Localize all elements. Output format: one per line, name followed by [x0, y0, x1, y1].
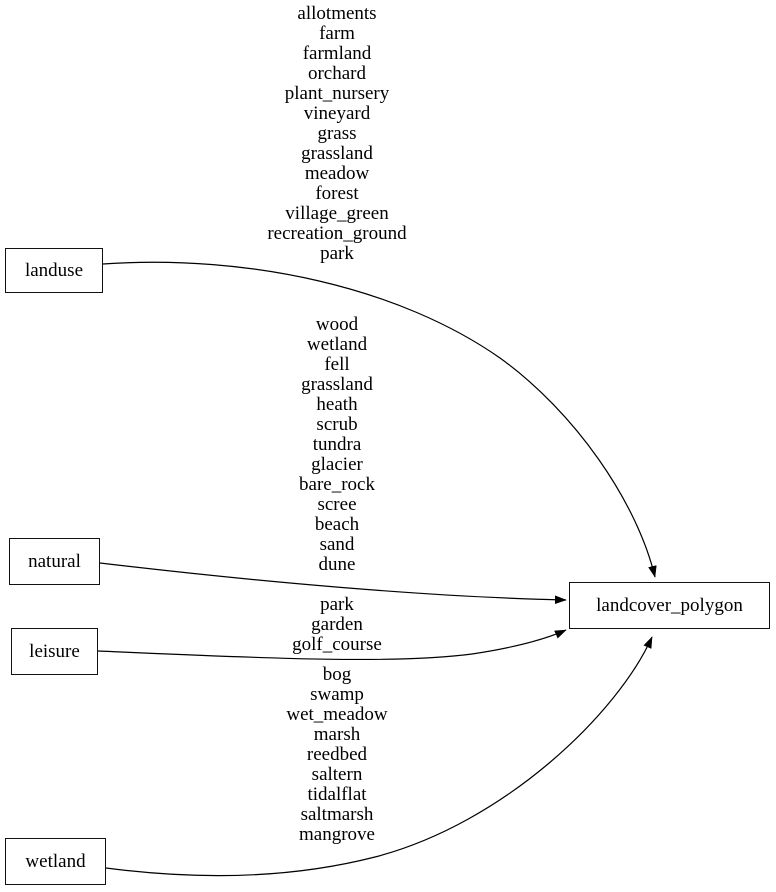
edge-value: glacier: [311, 454, 363, 475]
node-wetland-label: wetland: [25, 850, 86, 872]
node-landcover-polygon: [569, 582, 770, 629]
edge-value: grass: [317, 123, 357, 144]
edge-value: park: [320, 594, 354, 615]
edge-value: dune: [318, 554, 356, 575]
node-leisure: [11, 628, 98, 675]
edge-value: golf_course: [292, 634, 382, 655]
edge-value: orchard: [307, 63, 367, 84]
edge-value: wood: [315, 314, 359, 335]
edge-value: reedbed: [306, 744, 368, 765]
edge-value: garden: [311, 614, 363, 635]
edge-label-landuse-values: [177, 4, 497, 264]
edge-value: wet_meadow: [286, 704, 388, 725]
edge-value: recreation_ground: [267, 223, 407, 244]
edge-value: fell: [324, 354, 350, 375]
edge-value: grassland: [301, 374, 373, 395]
edge-value: swamp: [310, 684, 364, 705]
node-natural-label: natural: [28, 550, 81, 572]
edge-value: farm: [319, 23, 355, 44]
edge-label-leisure-values: [177, 595, 497, 655]
node-landuse-label: landuse: [24, 259, 84, 281]
edge-label-natural-values: [177, 315, 497, 575]
edge-value: grassland: [301, 143, 373, 164]
edge-value: scrub: [316, 414, 358, 435]
node-leisure-label: leisure: [29, 640, 80, 662]
edge-value: marsh: [313, 724, 361, 745]
edge-value: farmland: [302, 43, 372, 64]
edge-value: plant_nursery: [284, 83, 390, 104]
edge-value: bog: [322, 664, 352, 685]
edge-value: allotments: [297, 3, 377, 24]
edge-value: tundra: [312, 434, 362, 455]
node-landcover-polygon-label: landcover_polygon: [596, 594, 743, 616]
edge-value: saltern: [311, 764, 363, 785]
edge-value: village_green: [285, 203, 389, 224]
edge-value: wetland: [306, 334, 368, 355]
edge-value: meadow: [304, 163, 370, 184]
node-landuse: [5, 248, 103, 293]
edge-label-wetland-values: [177, 665, 497, 845]
node-natural: [9, 538, 100, 585]
edge-value: heath: [316, 394, 358, 415]
edge-value: saltmarsh: [300, 804, 374, 825]
edge-value: park: [320, 243, 354, 264]
edge-value: forest: [315, 183, 359, 204]
node-wetland: [5, 838, 106, 885]
edge-value: bare_rock: [299, 474, 375, 495]
edge-value: sand: [319, 534, 355, 555]
edge-value: mangrove: [299, 824, 375, 845]
edge-value: tidalflat: [307, 784, 367, 805]
edge-value: beach: [314, 514, 360, 535]
edge-value: scree: [317, 494, 357, 515]
edge-value: vineyard: [303, 103, 371, 124]
